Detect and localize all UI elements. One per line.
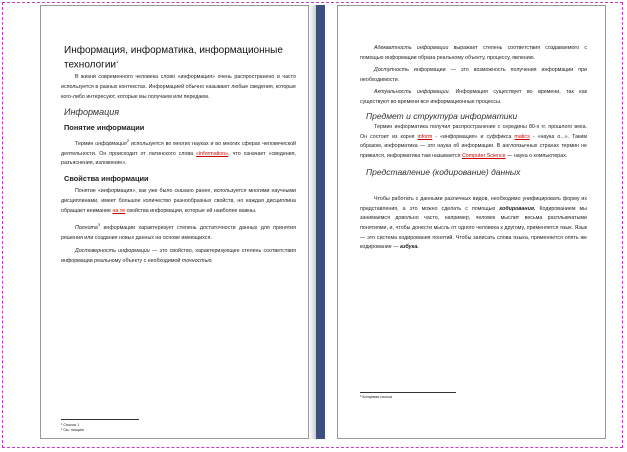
document-title	[64, 46, 296, 70]
availability-paragraph: Доступность информации — это возможность получения информации при необходимости.	[360, 67, 587, 83]
properties-paragraph: Понятие «информация», как уже было сказано ранее, используется многими научными дисциплинами, имеет большое количество разнообразных свойств, но каждая дисциплина обращает внимание на те свойства информации, которые ей наиболее важны.	[61, 188, 296, 214]
completeness-paragraph: Полнота$^3$ информации характеризует степень достаточности данных для принятия решения или создания новых данных на основе имеющихся.	[61, 222, 296, 241]
footnote-2: ² См. лекцию	[61, 428, 84, 432]
concept-paragraph: Термин информация$^2$ используется во многих науках и во многих сферах человеческой деятельности. Он происходит от латинского слова «information», что означает «сведения, разъяснения, изложение».	[61, 138, 296, 167]
subheading-properties: Свойства информации	[64, 173, 149, 183]
left-page-content	[61, 20, 296, 266]
book-spine	[316, 5, 325, 439]
footnotes	[61, 419, 161, 433]
endnote-1: ³ Концевая сноска	[360, 395, 393, 399]
right-page	[337, 5, 606, 439]
section-heading-encoding: Представление (кодирование) данных	[366, 166, 521, 177]
section-heading: Информация	[64, 107, 120, 118]
right-page-content	[360, 44, 587, 253]
reliability-paragraph: Достоверность информации — это свойство, характеризующее степень соответствия информации реальному объекту с необходимой точностью.	[61, 248, 296, 264]
encoding-paragraph: Чтобы работать с данными различных видов, необходимо унифицировать форму их представления, а это можно сделать с помощью кодирования. Кодированием мы занимаемся довольно часто, например, человек мыслит весьма расплывчатыми понятиями, и, чтобы донести мысль от одного человека к другому, применяется язык. Язык — это система кодирования понятий. Чтобы записать слова языка, применяется опять же кодирование — азбука.	[360, 196, 587, 251]
section-heading-informatics: Предмет и структура информатики	[366, 110, 518, 121]
subheading-concept: Понятие информации	[64, 122, 145, 132]
footnote-ref: 1	[116, 58, 119, 64]
endnote-separator	[360, 392, 456, 393]
relevance-paragraph: Актуальность информации. Информация существует во времени, так как существуют во времени все информационные процессы.	[360, 89, 587, 105]
footnote-1: ¹ Сноска 1	[61, 423, 80, 427]
intro-paragraph: В жизни современного человека слово «информация» очень распространено и часто используется в разных контекстах. Информацией обычно называют любые сведения, которые кого-либо интересуют, которые мы получаем или передаем.	[61, 74, 296, 100]
footnote-separator	[61, 419, 139, 420]
adequacy-paragraph: Адекватность информации выражает степень соответствия создаваемого с помощью информации образа реальному объекту, процессу, явлению.	[360, 45, 587, 61]
title-text: Информация, информатика, информационные технологии	[64, 45, 283, 70]
endnotes	[360, 392, 470, 399]
informatics-paragraph: Термин информатика получил распространение с середины 80-х гг. прошлого века. Он состоит из корня inform - «информация» и суффикса matics - «наука о...». Таким образом, информатика — это наука об информации. В англоязычных странах термин не прижился, информатика там называется Computer Science — наука о компьютерах.	[360, 124, 587, 159]
left-page	[40, 5, 309, 439]
